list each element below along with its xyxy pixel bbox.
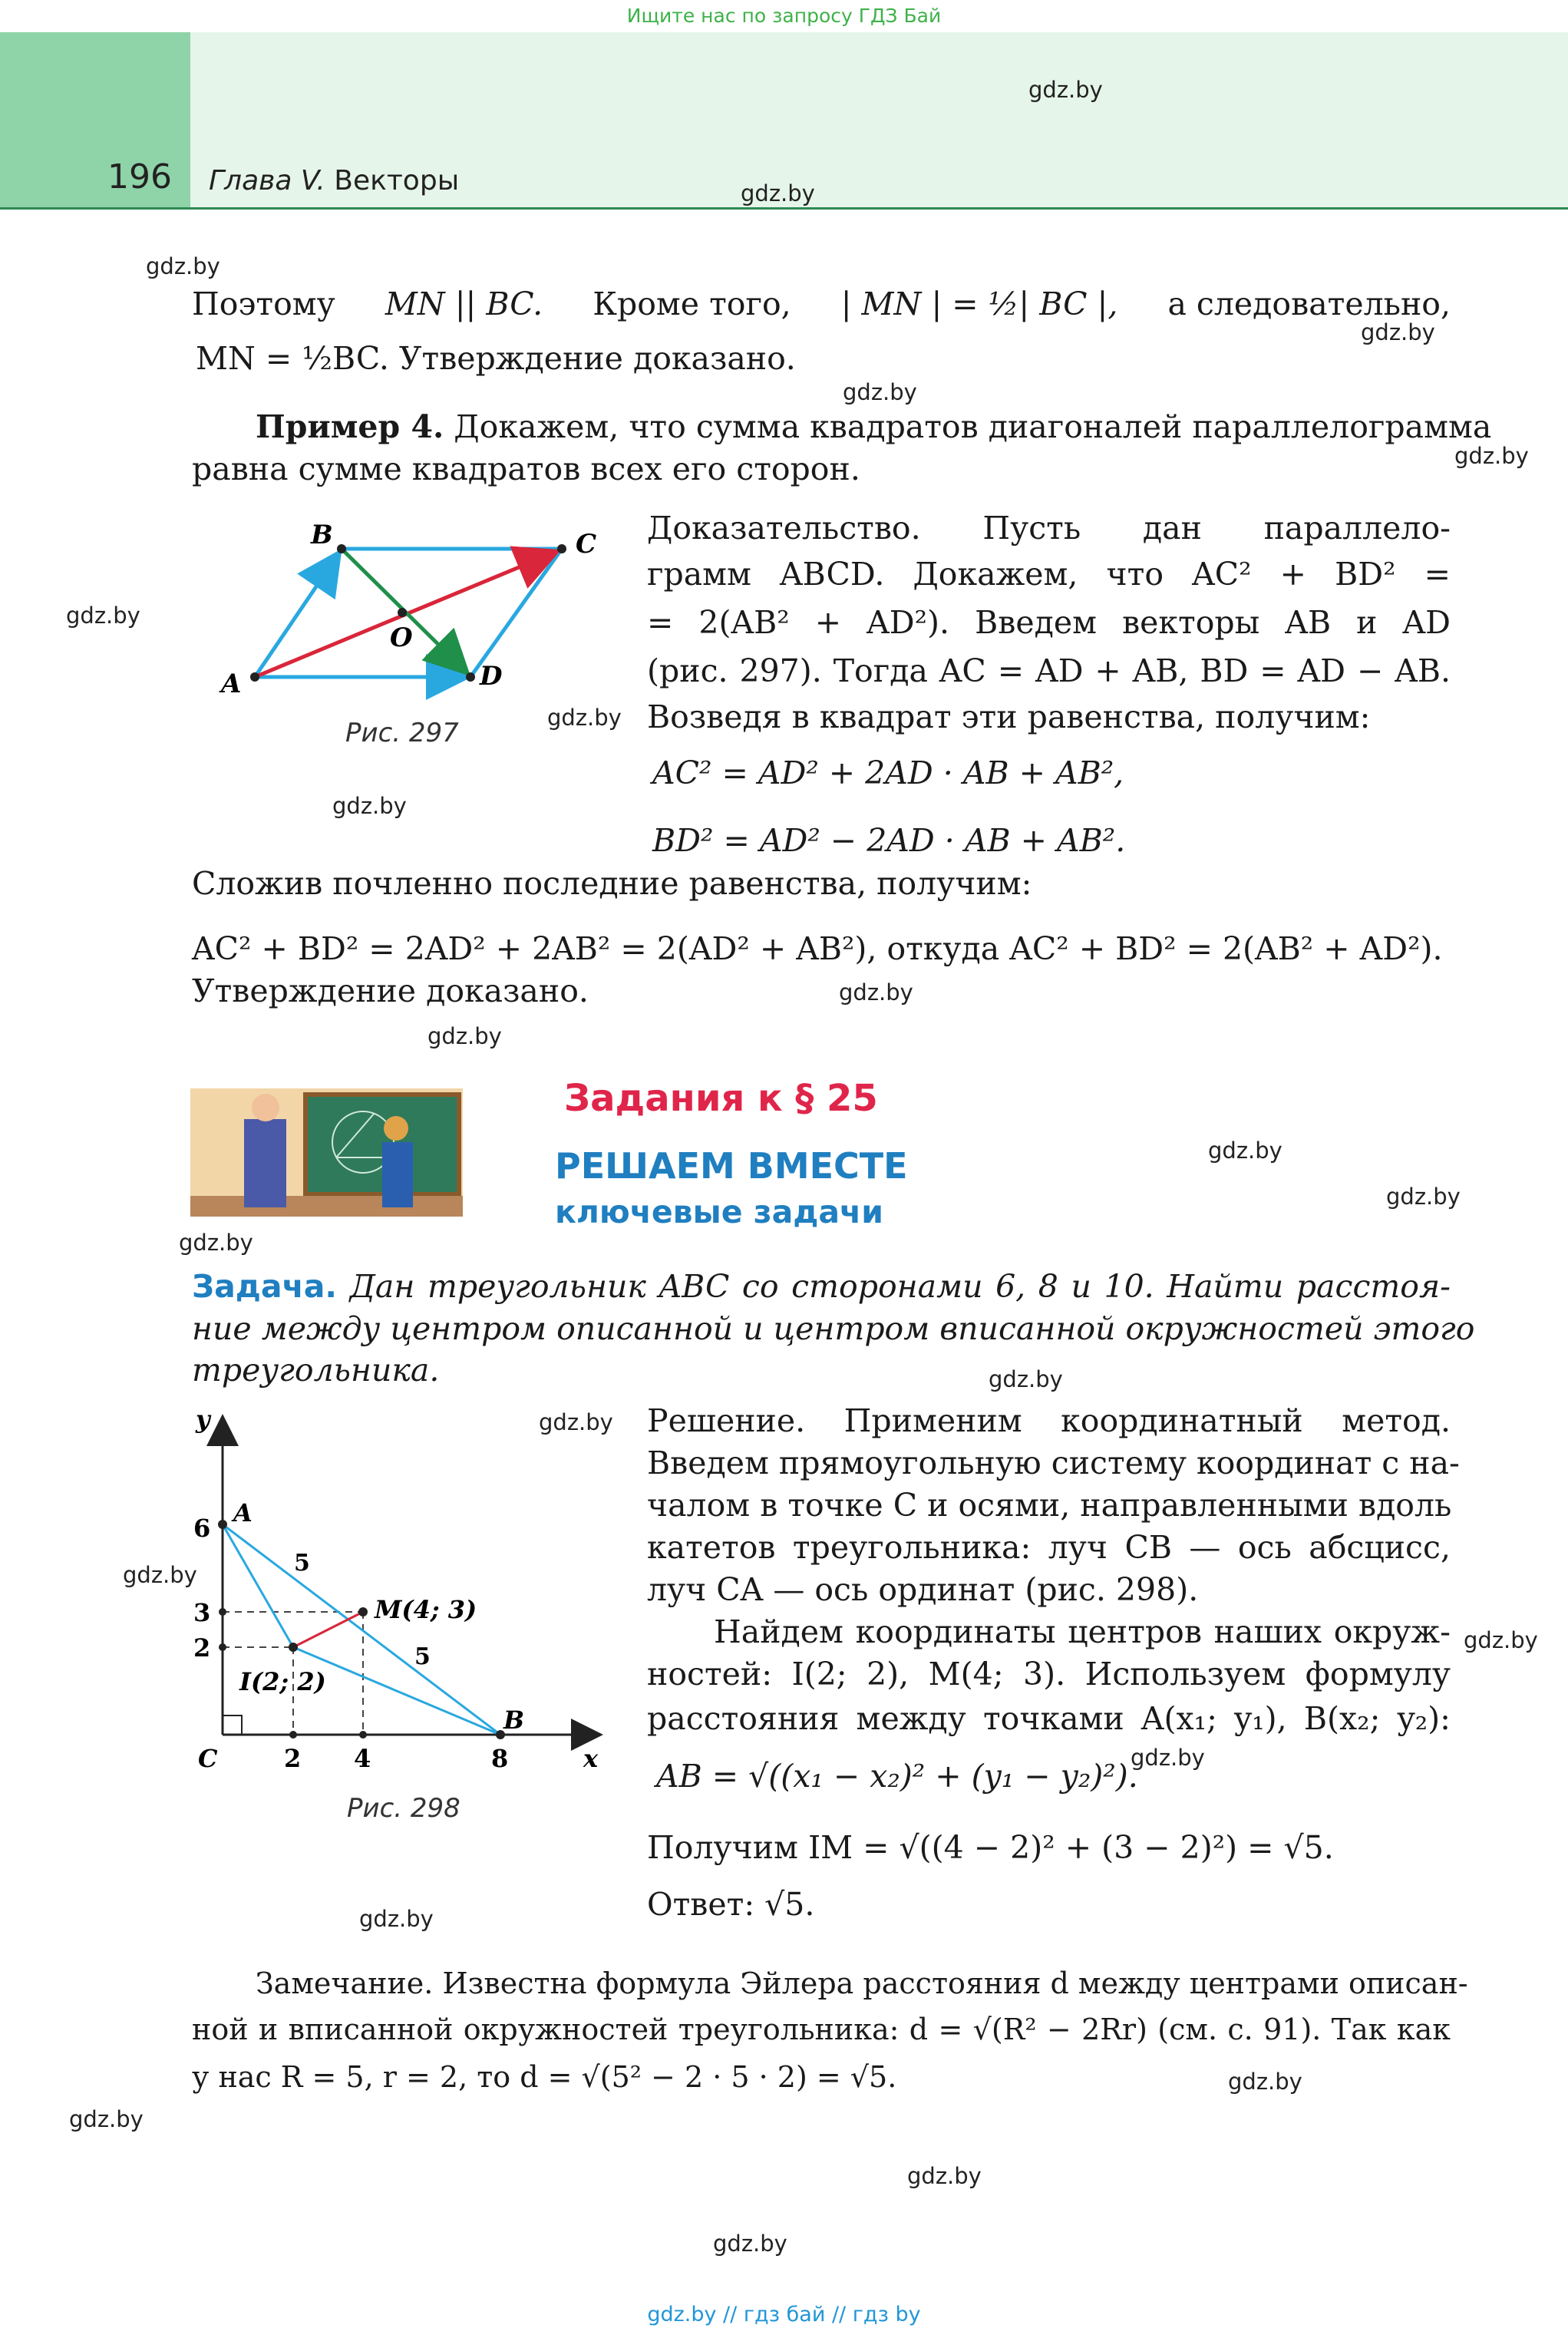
text: Дан треугольник ABC со сторонами 6, 8 и 10. Найти расстоя- (349, 1268, 1451, 1305)
para1-line1 (192, 282, 1451, 326)
text: Поэтому (192, 286, 335, 322)
watermark: gdz.by (179, 1230, 253, 1256)
solution-line3: чалом в точке C и осями, направленными вдоль (647, 1487, 1452, 1524)
proof-line1: Доказательство. Пусть дан параллело- (647, 510, 1451, 547)
proof-line5: Возведя в квадрат эти равенства, получим: (647, 698, 1371, 735)
solution-line7: ностей: I(2; 2), M(4; 3). Используем формулу (647, 1656, 1451, 1692)
fig298-caption: Рис. 298 (347, 1793, 460, 1824)
proof-line3: = 2(AB² + AD²). Введем векторы AB и AD (647, 604, 1451, 641)
label-side-mb: 5 (414, 1643, 431, 1670)
proof-line4: (рис. 297). Тогда AC = AD + AB, BD = AD − AB. (647, 652, 1451, 689)
watermark: gdz.by (1464, 1627, 1538, 1653)
remark-line1: Замечание. Известна формула Эйлера расстояния d между центрами описан- (256, 1966, 1468, 2000)
chapter-prefix: Глава V. (209, 165, 325, 196)
fig297-parallelogram (215, 514, 614, 706)
chapter-title (209, 165, 459, 196)
axis-y-label: y (196, 1405, 210, 1434)
tick-label-x: 2 (284, 1744, 302, 1773)
tick-y-2 (219, 1643, 226, 1651)
watermark: gdz.by (839, 979, 913, 1006)
tick-x-2 (289, 1731, 297, 1739)
text: Кроме того, (593, 286, 791, 322)
label-a: A (221, 669, 242, 699)
watermark: gdz.by (539, 1409, 613, 1435)
watermark: gdz.by (146, 253, 220, 279)
solution-line4: катетов треугольника: луч CB — ось абсцисс, (647, 1529, 1451, 1566)
proof-eq3: AC² + BD² = 2AD² + 2AB² = 2(AD² + AB²), откуда AC² + BD² = 2(AB² + AD²). (192, 930, 1443, 967)
example-label: Пример 4. (256, 408, 444, 445)
label-a: A (233, 1498, 253, 1527)
watermark: gdz.by (1028, 77, 1103, 103)
label-b: B (311, 520, 333, 550)
point-b (337, 544, 346, 553)
label-m: M(4; 3) (375, 1595, 477, 1624)
watermark: gdz.by (123, 1562, 197, 1588)
problem-label: Задача. (192, 1268, 337, 1305)
watermark: gdz.by (1208, 1138, 1282, 1164)
point-o (398, 608, 407, 617)
watermark: gdz.by (713, 2231, 787, 2257)
watermark: gdz.by (741, 180, 815, 206)
problem-line3: треугольника. (192, 1352, 440, 1389)
proof-line6: Сложив почленно последние равенства, получим: (192, 865, 1032, 902)
math: MN || BC. (385, 286, 543, 322)
point-m (358, 1607, 368, 1616)
proof-eq2: BD² = AD² − 2AD · AB + AB². (652, 822, 1126, 859)
example4-line2: равна сумме квадратов всех его сторон. (192, 451, 860, 487)
remark-line2: ной и вписанной окружностей треугольника: d = √(R² − 2Rr) (см. с. 91). Так как (192, 2013, 1451, 2046)
fig298-coordinate-plot (184, 1405, 629, 1788)
watermark: gdz.by (1386, 1184, 1461, 1210)
top-banner: Ищите нас по запросу ГДЗ Бай (626, 5, 942, 27)
proof-eq1: AC² = AD² + 2AD · AB + AB², (652, 755, 1124, 791)
point-c (557, 544, 566, 553)
remark-line3: у нас R = 5, r = 2, то d = √(5² − 2 · 5 · 2) = √5. (192, 2060, 897, 2094)
fig297-caption: Рис. 297 (345, 718, 459, 748)
axis-x-label: x (583, 1744, 599, 1773)
right-angle-mark (223, 1716, 242, 1735)
watermark: gdz.by (332, 793, 407, 819)
watermark: gdz.by (69, 2106, 144, 2132)
header-divider (0, 207, 1568, 210)
footer-links: gdz.by // гдз бай // гдз by (647, 2303, 921, 2326)
tick-label-y: 2 (193, 1633, 211, 1663)
point-d (466, 672, 475, 682)
point-a (218, 1520, 227, 1529)
chapter-name: Векторы (334, 165, 460, 196)
point-a (250, 672, 259, 682)
segment-im (293, 1612, 363, 1647)
label-i: I(2; 2) (239, 1667, 326, 1696)
math: | MN | = ½| BC |, (840, 286, 1118, 322)
origin-label: C (198, 1744, 218, 1773)
proof-line7: Утверждение доказано. (192, 973, 589, 1009)
tasks-subtitle-2: ключевые задачи (555, 1194, 883, 1230)
solution-formula: AB = √((x₁ − x₂)² + (y₁ − y₂)²). (656, 1758, 1138, 1795)
tick-x-4 (359, 1731, 367, 1739)
tick-label-y: 3 (193, 1598, 211, 1627)
watermark: gdz.by (1454, 443, 1529, 469)
solution-answer: Ответ: √5. (647, 1886, 815, 1923)
watermark: gdz.by (359, 1906, 434, 1932)
solution-line1: Решение. Применим координатный метод. (647, 1402, 1451, 1439)
tasks-subtitle: РЕШАЕМ ВМЕСТЕ (555, 1145, 908, 1187)
watermark: gdz.by (427, 1023, 502, 1049)
watermark: gdz.by (1131, 1745, 1205, 1771)
text: а следовательно, (1167, 286, 1451, 322)
watermark: gdz.by (843, 379, 917, 405)
point-i (289, 1643, 298, 1652)
watermark: gdz.by (1228, 2069, 1302, 2095)
text: Докажем, что сумма квадратов диагоналей параллелограмма (454, 408, 1492, 445)
watermark: gdz.by (66, 603, 140, 629)
label-d: D (480, 661, 503, 692)
page-number: 196 (107, 157, 172, 196)
tick-y-3 (219, 1608, 226, 1616)
label-o: O (390, 622, 413, 653)
watermark: gdz.by (1361, 319, 1435, 345)
label-side-am: 5 (294, 1550, 310, 1577)
proof-line2: грамм ABCD. Докажем, что AC² + BD² = (647, 556, 1451, 593)
classroom-illustration (190, 1088, 463, 1217)
label-b: B (503, 1706, 525, 1735)
solution-line5: луч CA — ось ординат (рис. 298). (647, 1571, 1199, 1608)
watermark: gdz.by (547, 705, 622, 731)
solution-result: Получим IM = √((4 − 2)² + (3 − 2)²) = √5. (647, 1829, 1334, 1866)
watermark: gdz.by (989, 1366, 1063, 1392)
problem-line1 (192, 1264, 1451, 1309)
example4-line1 (256, 405, 1491, 449)
segment-ai (223, 1524, 293, 1647)
para1-line2: MN = ½BC. Утверждение доказано. (196, 340, 796, 377)
tasks-title: Задания к § 25 (564, 1077, 878, 1120)
tick-label-x: 8 (491, 1744, 509, 1773)
solution-line6: Найдем координаты центров наших окруж- (714, 1613, 1451, 1650)
label-c: C (576, 529, 597, 560)
problem-line2: ние между центром описанной и центром вписанной окружностей этого (192, 1310, 1475, 1347)
tick-label-y: 6 (193, 1514, 211, 1543)
tick-label-x: 4 (354, 1744, 371, 1773)
solution-line2: Введем прямоугольную систему координат с на- (647, 1445, 1460, 1481)
hypotenuse-ab (223, 1524, 500, 1735)
solution-line8: расстояния между точками A(x₁; y₁), B(x₂; y₂): (647, 1700, 1451, 1737)
watermark: gdz.by (907, 2163, 982, 2189)
